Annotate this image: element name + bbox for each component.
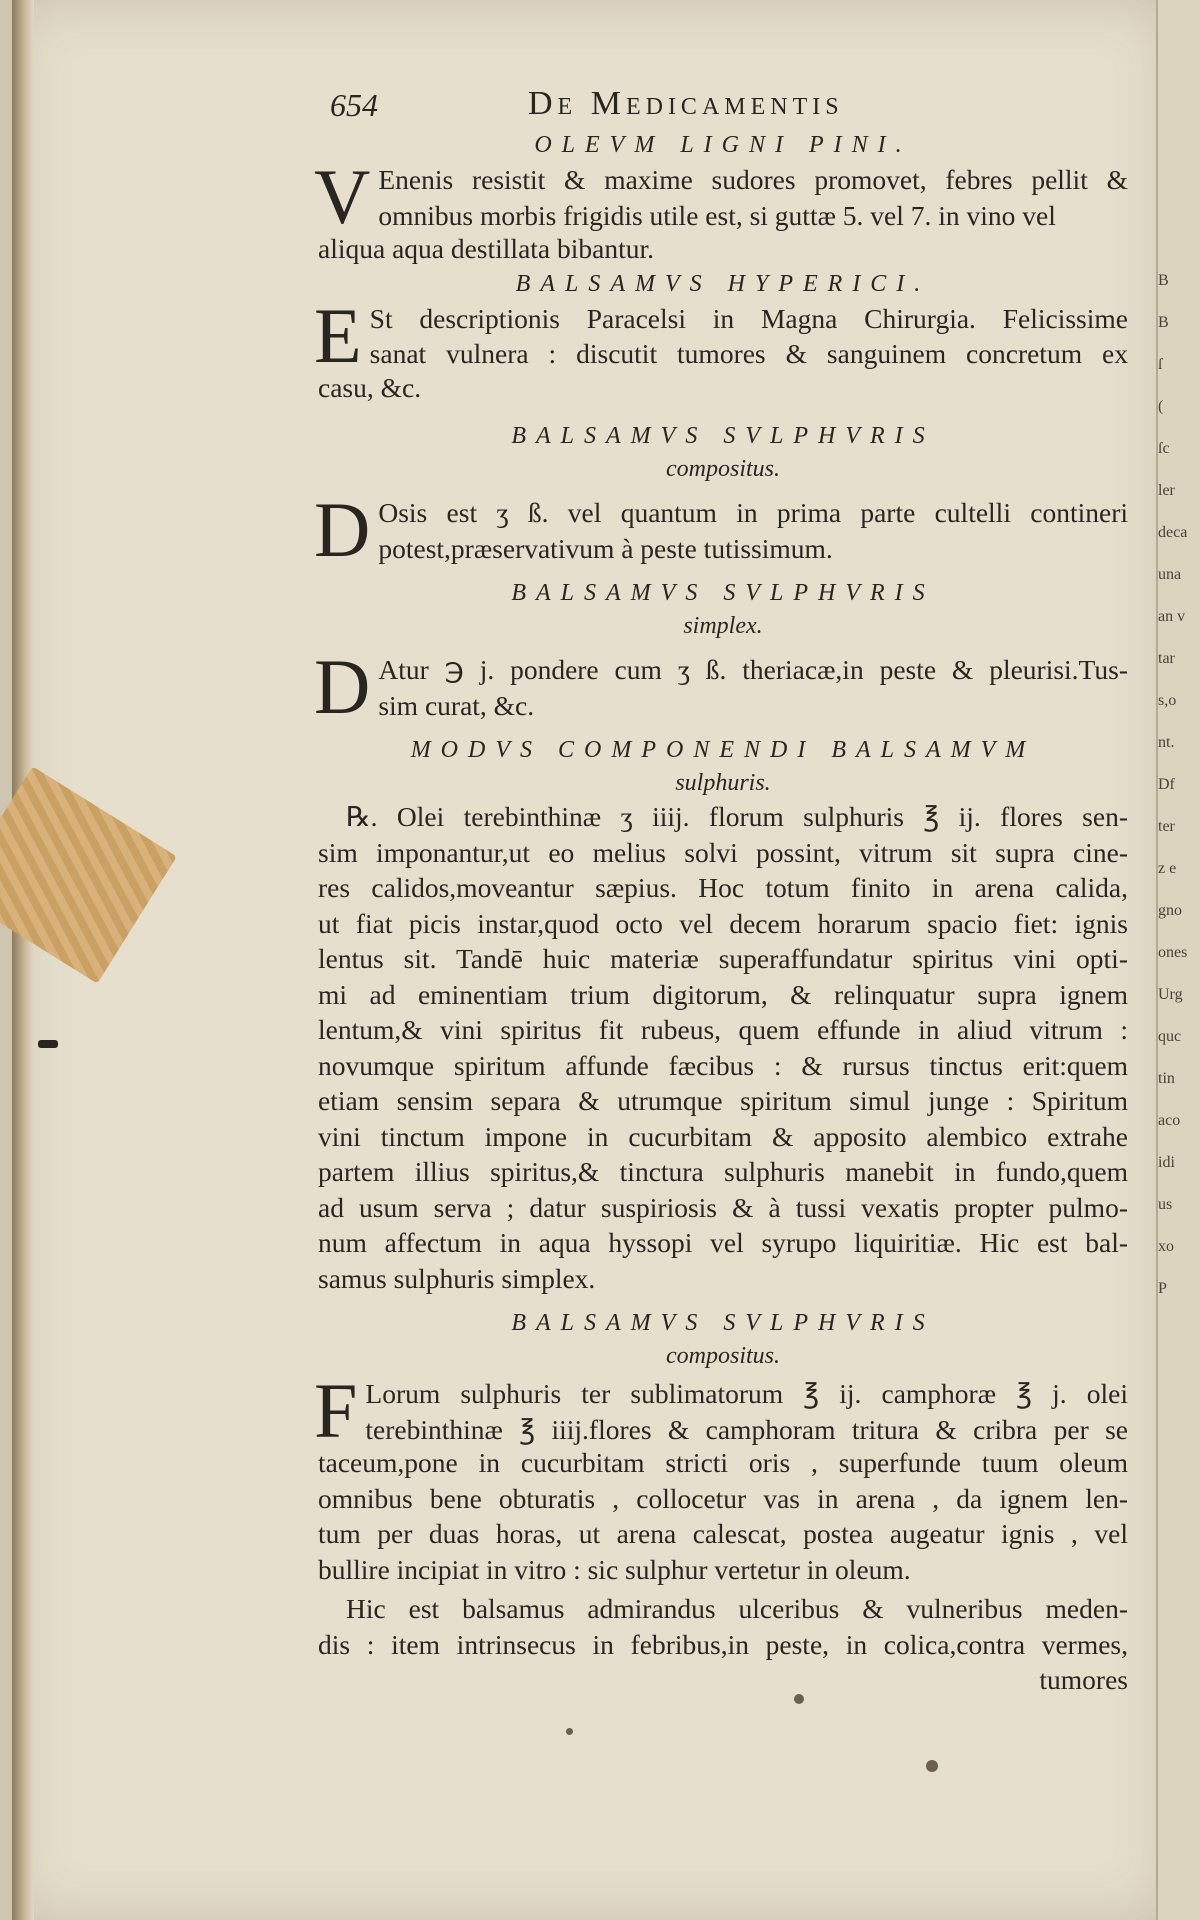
section-heading: BALSAMVS SVLPHVRIS: [511, 1310, 935, 1336]
text-line: omnibus morbis frigidis utile est, si guttæ 5. vel 7. in vino vel: [378, 199, 1056, 231]
text-line: num affectum in aqua hyssopi vel syrupo liquiritiæ. Hic est bal-: [318, 1227, 1128, 1258]
facing-page-fragment: B: [1158, 272, 1169, 289]
book-page: [12, 0, 1170, 1920]
text-line: bullire incipiat in vitro : sic sulphur vertetur in oleum.: [318, 1553, 911, 1585]
text-line: Atur ℈ j. pondere cum ʒ ß. theriacæ,in peste & pleurisi.Tus-: [378, 654, 1128, 685]
drop-cap: F: [314, 1367, 358, 1454]
text-line: samus sulphuris simplex.: [318, 1262, 596, 1294]
section-subheading: compositus.: [666, 456, 780, 482]
facing-page-fragment: aco: [1158, 1112, 1181, 1129]
text-line: terebinthinæ ℥ iiij.flores & camphoram tritura & cribra per se: [365, 1413, 1128, 1445]
text-line: aliqua aqua destillata bibantur.: [318, 233, 655, 264]
catchword: tumores: [1039, 1664, 1128, 1695]
facing-page-fragment: nt.: [1158, 734, 1175, 751]
facing-page-edge: [1156, 0, 1200, 1920]
closing-text: [318, 1591, 1128, 1698]
page-number: 654: [330, 87, 378, 123]
facing-page-fragment: P: [1158, 1280, 1167, 1297]
section-heading: OLEVM LIGNI PINI.: [534, 132, 912, 158]
section-heading: MODVS COMPONENDI BALSAMVM: [410, 737, 1036, 763]
facing-page-fragment: ler: [1158, 482, 1175, 499]
page-content: [314, 80, 1128, 1698]
facing-page-fragment: Df: [1158, 776, 1175, 793]
text-line: Hic est balsamus admirandus ulceribus & vulneribus meden-: [346, 1593, 1128, 1624]
section-heading: BALSAMVS SVLPHVRIS: [511, 580, 935, 606]
facing-page-fragment: B: [1158, 314, 1169, 331]
running-head: [318, 80, 1128, 128]
section-balsamus-sulphuris-compositus-2: [314, 1306, 1128, 1698]
text-line: partem illius spiritus,& tinctura sulphuris manebit in fundo,quem: [318, 1156, 1128, 1187]
section-subheading: sulphuris.: [675, 770, 771, 796]
text-line: lentus sit. Tandē huic materiæ superaffundatur spiritus vini opti-: [318, 943, 1128, 974]
facing-page-fragments: [1158, 260, 1196, 1310]
section-subheading: compositus.: [666, 1343, 780, 1369]
text-line: casu, &c.: [318, 371, 422, 403]
ink-spot: [926, 1760, 938, 1772]
section-heading: BALSAMVS SVLPHVRIS: [511, 423, 935, 449]
facing-page-fragment: una: [1158, 566, 1182, 583]
text-line: Lorum sulphuris ter sublimatorum ℥ ij. camphoræ ℥ j. olei: [365, 1378, 1128, 1409]
text-line: St descriptionis Paracelsi in Magna Chirurgia. Felicissime: [369, 302, 1128, 334]
facing-page-fragment: quc: [1158, 1028, 1182, 1045]
section-text: [318, 652, 1128, 723]
text-line: potest,præservativum à peste tutissimum.: [378, 532, 833, 564]
section-modus-componendi: [318, 733, 1128, 1296]
text-line: lentum,& vini spiritus fit rubeus, quem effunde in aliud vitrum :: [318, 1014, 1128, 1045]
facing-page-fragment: gno: [1158, 902, 1182, 919]
section-text: [318, 799, 1128, 1296]
section-text: [318, 162, 1128, 233]
drop-cap: D: [314, 486, 371, 573]
facing-page-fragment: us: [1158, 1196, 1173, 1213]
section-oleum-ligni-pini: [314, 128, 1128, 267]
text-line: mi ad eminentiam trium digitorum, & relinquatur supra ignem: [318, 978, 1128, 1010]
text-line: etiam sensim separa & utrumque spiritum simul junge : Spiritum: [318, 1085, 1128, 1116]
text-line: ℞. Olei terebinthinæ ʒ iiij. florum sulphuris ℥ ij. flores sen-: [346, 801, 1128, 832]
facing-page-fragment: an v: [1158, 608, 1186, 625]
facing-page-fragment: tar: [1158, 650, 1175, 667]
section-balsamus-sulphuris-simplex: [314, 576, 1128, 730]
section-balsamus-sulphuris-compositus: [314, 419, 1128, 573]
section-subheading: simplex.: [683, 613, 763, 639]
text-line: res calidos,moveantur sæpius. Hoc totum finito in arena calida,: [318, 872, 1128, 903]
ink-mark: [38, 1040, 58, 1048]
section-heading: BALSAMVS HYPERICI.: [515, 270, 931, 297]
facing-page-fragment: tin: [1158, 1070, 1175, 1087]
text-line: taceum,pone in cucurbitam stricti oris , superfunde tuum oleum: [318, 1447, 1128, 1478]
text-line: dis : item intrinsecus in febribus,in peste, in colica,contra vermes,: [318, 1628, 1128, 1660]
facing-page-fragment: z e: [1158, 860, 1177, 877]
text-line: tum per duas horas, ut arena calescat, postea augeatur ignis , vel: [318, 1518, 1128, 1549]
facing-page-fragment: (: [1158, 398, 1164, 415]
book-spine: [12, 0, 34, 1920]
text-line: novumque spiritum affunde fæcibus : & rursus tinctus erit:quem: [318, 1049, 1128, 1081]
text-line: sim imponantur,ut eo melius solvi possint, vitrum sit supra cine-: [318, 836, 1128, 868]
text-line: ut fiat picis instar,quod octo vel decem horarum spacio fiet: ignis: [318, 907, 1128, 939]
drop-cap: D: [314, 643, 371, 730]
facing-page-fragment: ſ: [1158, 356, 1163, 373]
ink-spot: [794, 1694, 804, 1704]
facing-page-fragment: s,o: [1158, 692, 1177, 709]
ink-spot: [566, 1728, 573, 1735]
facing-page-fragment: ter: [1158, 818, 1175, 835]
facing-page-fragment: deca: [1158, 524, 1188, 541]
text-line: sim curat, &c.: [378, 689, 535, 721]
facing-page-fragment: Urg: [1158, 986, 1183, 1003]
facing-page-fragment: ones: [1158, 944, 1188, 961]
text-line: Enenis resistit & maxime sudores promovet, febres pellit &: [378, 164, 1128, 195]
facing-page-fragment: ſc: [1158, 440, 1170, 457]
drop-cap: E: [314, 291, 362, 379]
drop-cap: V: [314, 153, 371, 240]
facing-page-fragment: xo: [1158, 1238, 1174, 1255]
facing-page-fragment: idi: [1158, 1154, 1175, 1171]
text-line: Osis est ʒ ß. vel quantum in prima parte cultelli contineri: [378, 497, 1128, 528]
text-line: ad usum serva ; datur suspiriosis & à tussi vexatis propter pulmo-: [318, 1191, 1128, 1223]
text-line: vini tinctum impone in cucurbitam & apposito alembico extrahe: [318, 1120, 1128, 1152]
section-text: [318, 495, 1128, 566]
text-line: omnibus bene obturatis , collocetur vas in arena , da ignem len-: [318, 1482, 1128, 1514]
section-text: [318, 301, 1128, 372]
section-balsamus-hyperici: [314, 267, 1128, 406]
text-line: sanat vulnera : discutit tumores & sanguinem concretum ex: [369, 338, 1128, 369]
section-text: [318, 1376, 1128, 1447]
running-title: De Medicamentis: [528, 85, 844, 122]
